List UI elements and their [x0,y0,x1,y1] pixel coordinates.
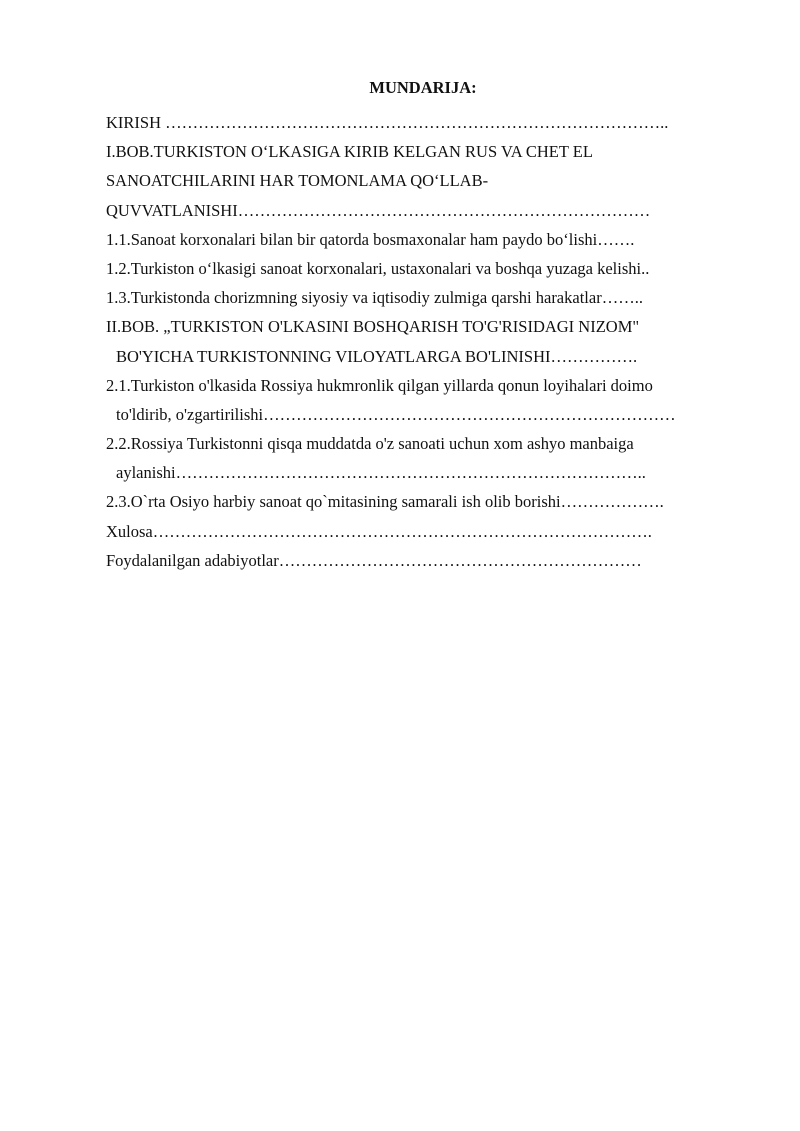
toc-entry-chapter-1-line-3: QUVVATLANISHI………………………………………………………………… [106,200,651,220]
toc-entry-adabiyotlar: Foydalanilgan adabiyotlar………………………………………………………… [106,550,642,570]
toc-entry-kirish: KIRISH ……………………………………………………………………………….. [106,113,669,132]
toc-entry-chapter-1-line-1: I.BOB.TURKISTON O‘LKASIGA KIRIB KELGAN RUS VA CHET EL [106,142,593,162]
toc-entry-chapter-1-line-2: SANOATCHILARINI HAR TOMONLAMA QO‘LLAB- [106,171,489,191]
toc-entry-xulosa: Xulosa………………………………………………………………………………. [106,521,652,541]
toc-entry-chapter-2-line-2: BO'YICHA TURKISTONNING VILOYATLARGA BO'LINISHI……………. [116,346,638,366]
toc-entry-2-1-line-1: 2.1.Turkiston o'lkasida Rossiya hukmronlik qilgan yillarda qonun loyihalari doimo [106,375,653,395]
toc-entry-1-1: 1.1.Sanoat korxonalari bilan bir qatorda bosmaxonalar ham paydo bo‘lishi……. [106,229,635,249]
toc-entry-2-2-line-1: 2.2.Rossiya Turkistonni qisqa muddatda o'z sanoati uchun xom ashyo manbaiga [106,434,634,454]
table-of-contents [106,108,766,575]
toc-entry-1-3: 1.3.Turkistonda chorizmning siyosiy va iqtisodiy zulmiga qarshi harakatlar…….. [106,288,643,308]
toc-entry-2-2-line-2: aylanishi………………………………………………………………………….. [116,463,646,483]
page-title: MUNDARIJA: [369,78,477,97]
toc-entry-1-2: 1.2.Turkiston o‘lkasigi sanoat korxonalari, ustaxonalari va boshqa yuzaga kelishi.. [106,258,650,278]
toc-entry-chapter-2-line-1: II.BOB. „TURKISTON O'LKASINI BOSHQARISH TO'G'RISIDAGI NIZOM" [106,317,640,337]
toc-entry-2-3: 2.3.O`rta Osiyo harbiy sanoat qo`mitasining samarali ish olib borishi………………. [106,492,664,512]
toc-entry-2-1-line-2: to'ldirib, o'zgartirilishi………………………………………………………………… [116,404,676,424]
